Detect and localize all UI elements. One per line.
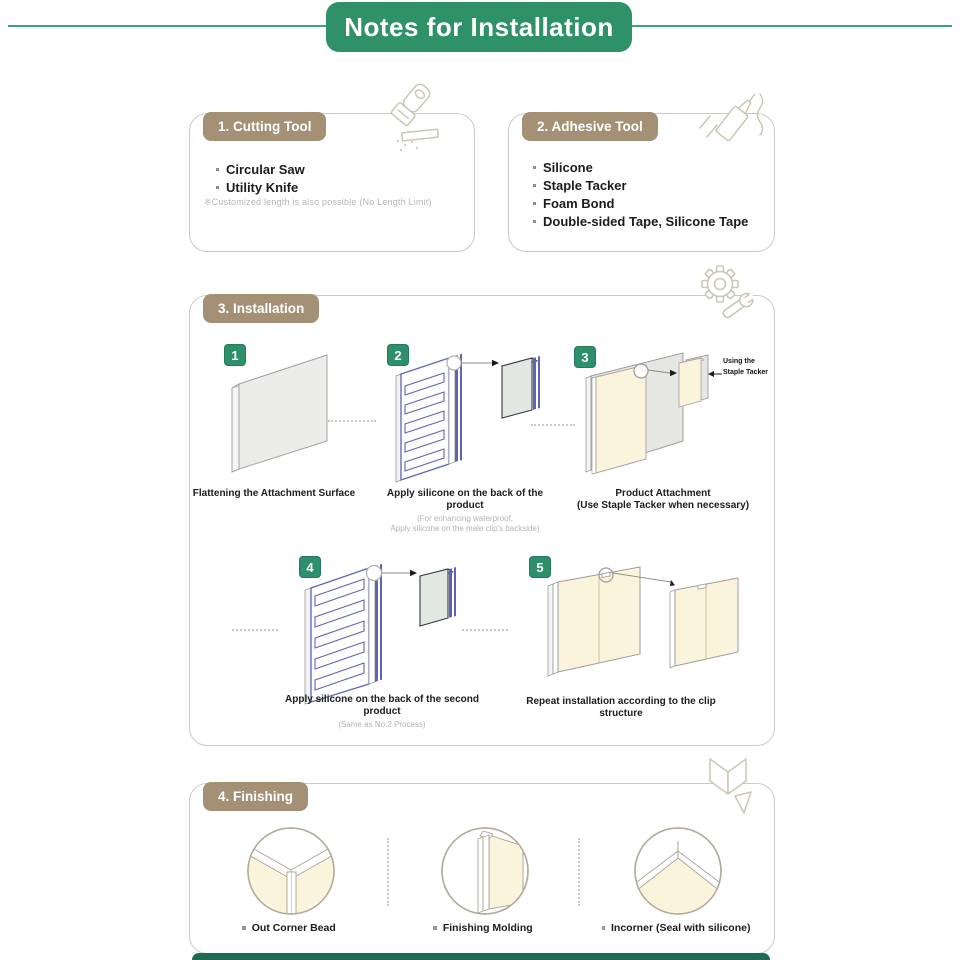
step1-caption: Flattening the Attachment Surface [192, 488, 356, 499]
page-title: Notes for Installation [326, 2, 632, 52]
step-badge-4: 4 [299, 556, 321, 578]
dotted-connector [531, 424, 575, 426]
step-badge-1: 1 [224, 344, 246, 366]
out-corner-bead-diagram [245, 825, 337, 917]
bullet [433, 926, 437, 930]
list-item: Utility Knife [216, 178, 305, 196]
step5-diagram [540, 562, 745, 687]
step3-annotation: Using the Staple Tacker [723, 358, 769, 376]
caulk-gun-icon [694, 80, 774, 154]
incorner-diagram [632, 825, 724, 917]
list-item: Circular Saw [216, 160, 305, 178]
finishing-label: 4. Finishing [203, 782, 308, 811]
list-item: Silicone [533, 158, 748, 176]
dotted-divider [387, 838, 389, 906]
step-badge-3: 3 [574, 346, 596, 368]
finishing-molding-diagram [439, 825, 531, 917]
list-item: Foam Bond [533, 194, 748, 212]
step2-caption: Apply silicone on the back of the product (For enhancing waterproof, Apply silicone on the male clip's backside) [386, 488, 544, 533]
bullet [242, 926, 246, 930]
cutting-tool-label: 1. Cutting Tool [203, 112, 326, 141]
list-item: Double-sided Tape, Silicone Tape [533, 212, 748, 230]
step4-diagram [300, 560, 462, 707]
cutting-tool-note: ※Customized length is also possible (No Length Limit) [204, 197, 432, 207]
step-badge-2: 2 [387, 344, 409, 366]
step-badge-5: 5 [529, 556, 551, 578]
finishing-item-label: Incorner (Seal with silicone) [586, 922, 766, 934]
dotted-connector [462, 629, 508, 631]
bullet [602, 926, 606, 930]
step3-caption: Product Attachment (Use Staple Tacker when necessary) [576, 488, 750, 511]
dotted-connector [232, 629, 278, 631]
bullet [216, 168, 219, 171]
step4-caption: Apply silicone on the back of the second product (Same as No.2 Process) [285, 694, 479, 729]
bottom-banner [192, 953, 770, 960]
gear-wrench-icon [690, 262, 760, 326]
bullet [533, 220, 536, 223]
bullet [216, 186, 219, 189]
finishing-item-label: Out Corner Bead [214, 922, 364, 934]
step5-caption: Repeat installation according to the clip structure [526, 696, 716, 719]
finishing-item-label: Finishing Molding [408, 922, 558, 934]
adhesive-tool-list [533, 158, 748, 230]
step3-diagram [580, 344, 730, 486]
adhesive-tool-label: 2. Adhesive Tool [522, 112, 658, 141]
utility-knife-icon [372, 84, 446, 154]
bullet [533, 202, 536, 205]
dotted-connector [328, 420, 376, 422]
bullet [533, 166, 536, 169]
installation-label: 3. Installation [203, 294, 319, 323]
step1-diagram [226, 348, 341, 473]
step2-diagram [392, 350, 542, 485]
corner-bead-icon [702, 756, 756, 820]
bullet [533, 184, 536, 187]
cutting-tool-list [216, 160, 305, 196]
dotted-divider [578, 838, 580, 906]
list-item: Staple Tacker [533, 176, 748, 194]
